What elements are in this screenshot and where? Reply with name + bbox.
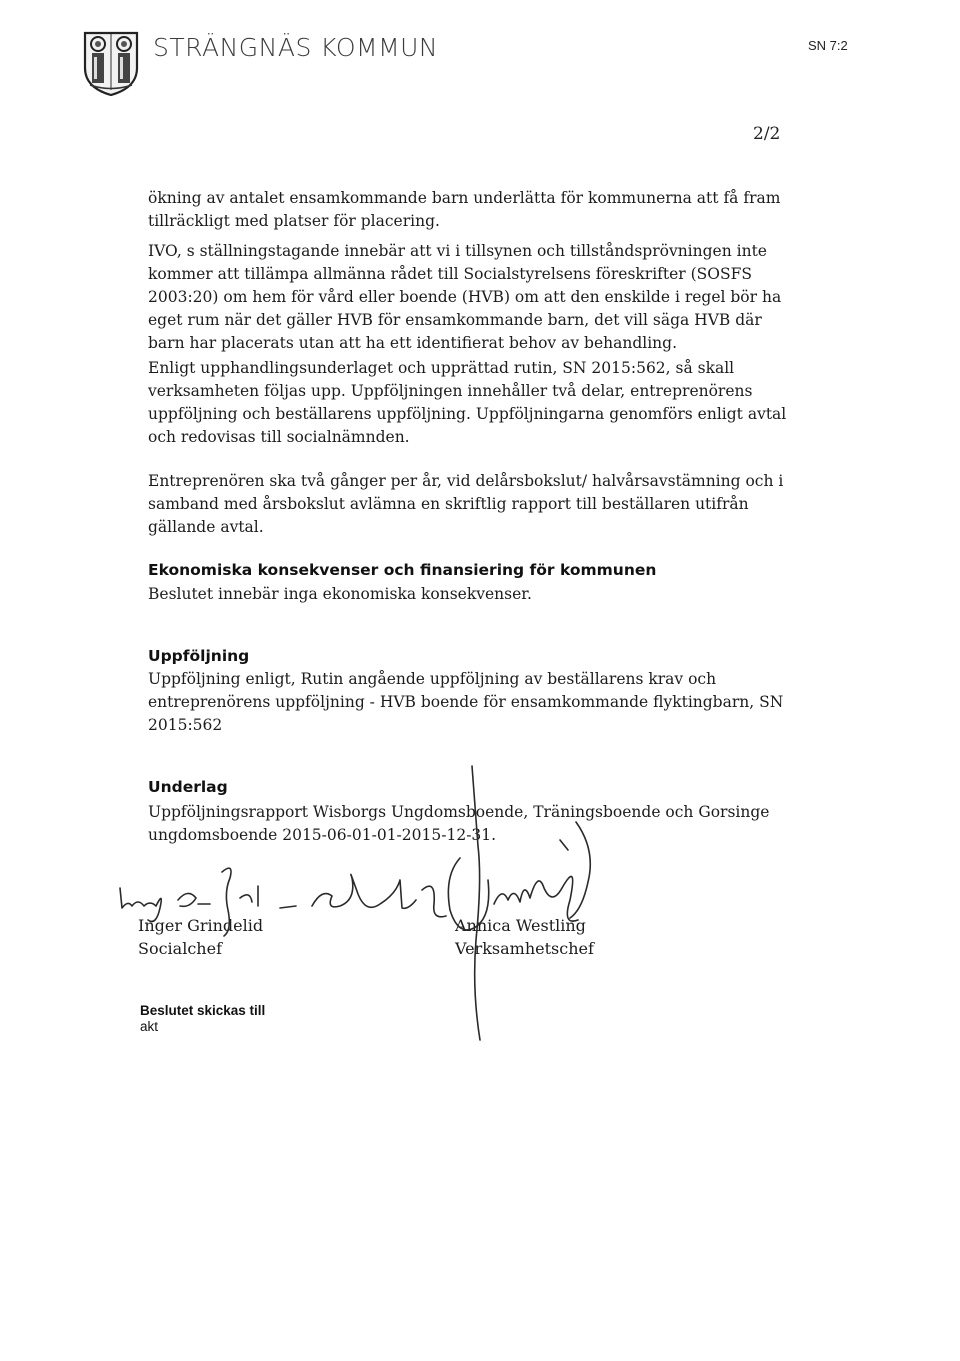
organization-name: STRÄNGNÄS KOMMUN	[153, 33, 439, 62]
coat-of-arms-icon	[82, 30, 140, 96]
signatory-title: Socialchef	[138, 939, 222, 958]
paragraph-ivo-position: IVO, s ställningstagande innebär att vi i tillsynen och tillståndsprövningen inte kommer att tillämpa allmänna rådet till Socialstyrelsens föreskrifter (SOSFS 2003:20) om hem för vård eller boende (HVB) om att den enskilde i regel bör ha eget rum när det gäller HVB för ensamkommande barn, det vill säga HVB där barn har placerats utan att ha ett identifierat behov av behandling.	[148, 242, 782, 352]
signature-stroke-right	[472, 766, 480, 1040]
section-text-followup: Uppföljning enligt, Rutin angående uppföljning av beställarens krav och entreprenörens uppföljning - HVB boende för ensamkommande flyktingbarn, SN 2015:562	[148, 670, 784, 734]
paragraph-contractor-report: Entreprenören ska två gånger per år, vid delårsbokslut/ halvårsavstämning och i samband med årsbokslut avlämna en skriftlig rapport till beställaren utifrån gällande avtal.	[148, 472, 784, 536]
distribution-recipient: akt	[140, 1019, 159, 1034]
section-text-basis: Uppföljningsrapport Wisborgs Ungdomsboende, Träningsboende och Gorsinge ungdomsboende 2015-06-01-01-2015-12-31.	[148, 803, 770, 844]
section-heading-basis: Underlag	[148, 778, 228, 796]
paragraph-procurement-followup: Enligt upphandlingsunderlaget och upprättad rutin, SN 2015:562, så skall verksamheten följas upp. Uppföljningen innehåller två delar, entreprenörens uppföljning och beställarens uppföljning. Uppföljningarna genomförs enligt avtal och redovisas till socialnämnden.	[148, 359, 787, 446]
page-number: 2/2	[753, 124, 781, 144]
section-text-economy: Beslutet innebär inga ekonomiska konsekvenser.	[148, 585, 532, 603]
section-heading-followup: Uppföljning	[148, 647, 250, 665]
signatory-name: Annica Westling	[455, 916, 586, 935]
signatory-name: Inger Grindelid	[138, 916, 264, 935]
section-heading-economy: Ekonomiska konsekvenser och finansiering för kommunen	[148, 561, 657, 579]
signature-stroke-left	[120, 888, 161, 922]
paragraph-placement: ökning av antalet ensamkommande barn underlätta för kommunerna att få fram tillräckligt med platser för placering.	[148, 189, 781, 230]
document-reference: SN 7:2	[808, 38, 848, 53]
distribution-heading: Beslutet skickas till	[140, 1003, 266, 1018]
signatory-title: Verksamhetschef	[455, 939, 594, 958]
